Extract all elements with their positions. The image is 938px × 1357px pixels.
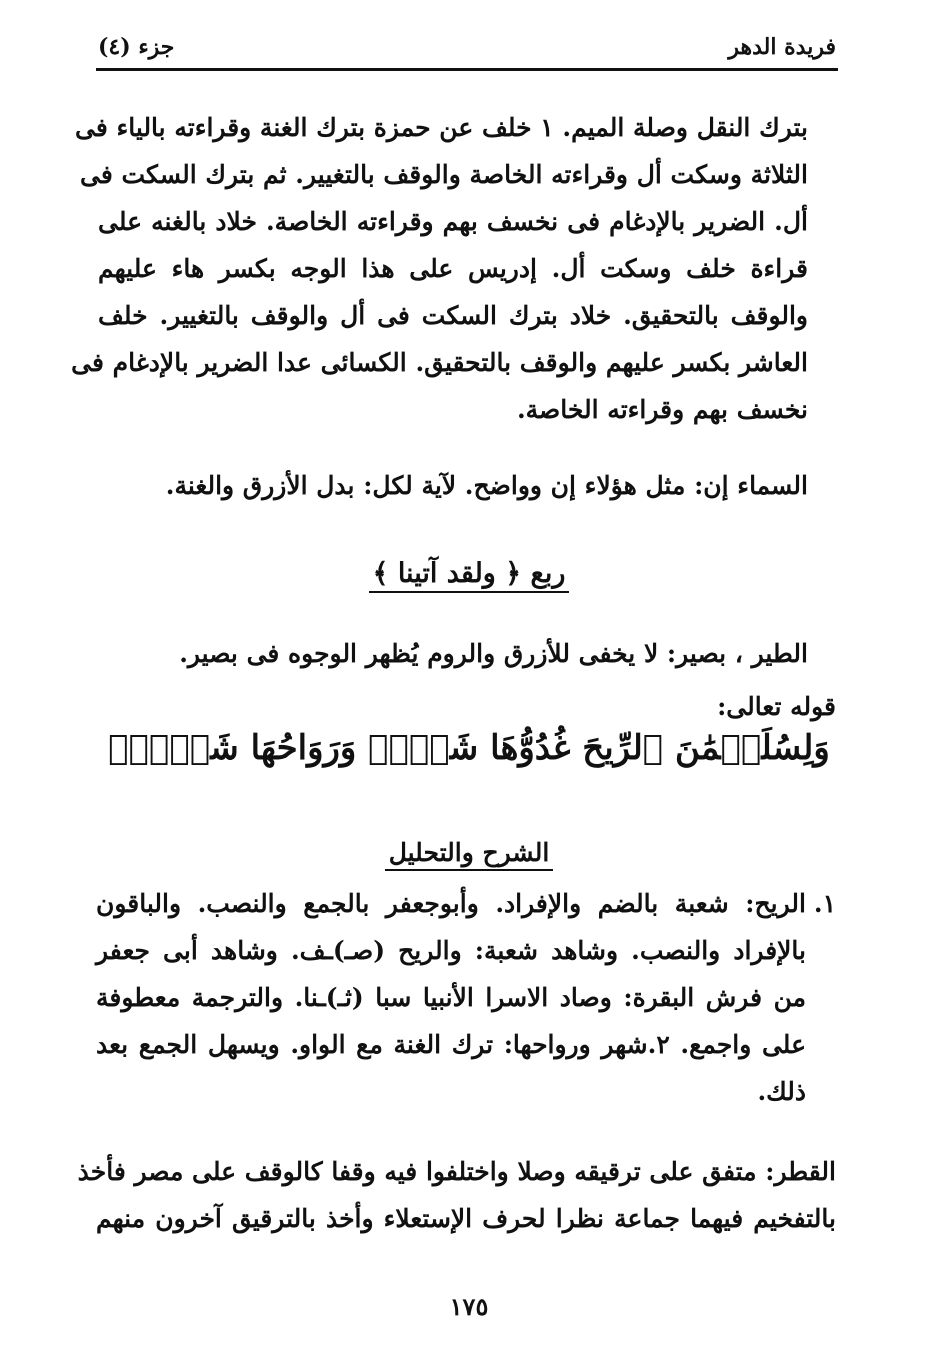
- text-line: قراءة خلف وسكت أل. إدريس على هذا الوجه بكسر هاء عليهم: [98, 254, 808, 283]
- paragraph-qiraat-notes: [71, 104, 808, 433]
- text-line: بالإفراد والنصب. وشاهد شعبة: والريح (صـ)ـف. وشاهد أبى جعفر: [96, 936, 806, 965]
- paragraph-sama: [98, 462, 808, 509]
- verse-text: وَلِسُلَيۡمَٰنَ ٱلرِّيحَ غُدُوُّهَا شَهۡرٞ وَرَوَاحُهَا شَهۡرٞۖ: [108, 728, 830, 768]
- section-heading-text: ربع ﴿ ولقد آتينا ﴾: [369, 558, 570, 593]
- explanation-list-item: [96, 880, 836, 1115]
- section-heading-rub: [0, 558, 938, 589]
- section-heading-text: الشرح والتحليل: [385, 838, 554, 871]
- running-header-part: جزء (٤): [98, 34, 175, 60]
- text-line: والوقف بالتحقيق. خلاد بترك السكت فى أل والوقف بالتغيير. خلف: [98, 301, 808, 330]
- text-line: قوله تعالى:: [717, 692, 836, 721]
- running-header-title: فريدة الدهر: [728, 34, 836, 60]
- text-line: العاشر بكسر عليهم والوقف بالتحقيق. الكسائى عدا الضرير بالإدغام فى: [71, 348, 808, 377]
- text-line: من فرش البقرة: وصاد الاسرا الأنبيا سبا (ثـ)ـنا. والترجمة معطوفة: [96, 983, 806, 1012]
- text-line: أل. الضرير بالإدغام فى نخسف بهم وقراءته الخاصة. خلاد بالغنه على: [98, 207, 808, 236]
- text-line: على واجمع. ٢.شهر ورواحها: ترك الغنة مع الواو. ويسهل الجمع بعد: [96, 1030, 806, 1059]
- paragraph-qitr: [77, 1148, 836, 1242]
- text-line: ذلك.: [757, 1077, 806, 1106]
- paragraph-tayr: [98, 630, 808, 677]
- quran-verse: [0, 728, 938, 768]
- text-line: الطير ، بصير: لا يخفى للأزرق والروم يُظهر الوجوه فى بصير.: [179, 639, 808, 668]
- text-line: نخسف بهم وقراءته الخاصة.: [516, 395, 808, 424]
- text-line-content: الريح: شعبة بالضم والإفراد. وأبوجعفر بالجمع والنصب. والباقون: [96, 889, 806, 918]
- list-number: ١.: [813, 889, 836, 918]
- text-line: السماء إن: مثل هؤلاء إن وواضح. لآية لكل: بدل الأزرق والغنة.: [165, 471, 808, 500]
- page-number: ١٧٥: [449, 1292, 489, 1321]
- verse-intro-label: [717, 683, 836, 730]
- header-divider: [96, 68, 838, 71]
- text-line: [96, 880, 836, 927]
- text-line: بالتفخيم فيهما جماعة نظرا لحرف الإستعلاء وأخذ بالترقيق آخرون منهم: [96, 1204, 836, 1233]
- text-line: بترك النقل وصلة الميم. ١ خلف عن حمزة بترك الغنة وقراءته بالياء فى: [75, 113, 808, 142]
- section-heading-sharh: [0, 838, 938, 867]
- text-line: القطر: متفق على ترقيقه وصلا واختلفوا فيه وقفا كالوقف على مصر فأخذ: [77, 1157, 836, 1186]
- text-line: الثلاثة وسكت أل وقراءته الخاصة والوقف بالتغيير. ثم بترك السكت فى: [79, 160, 808, 189]
